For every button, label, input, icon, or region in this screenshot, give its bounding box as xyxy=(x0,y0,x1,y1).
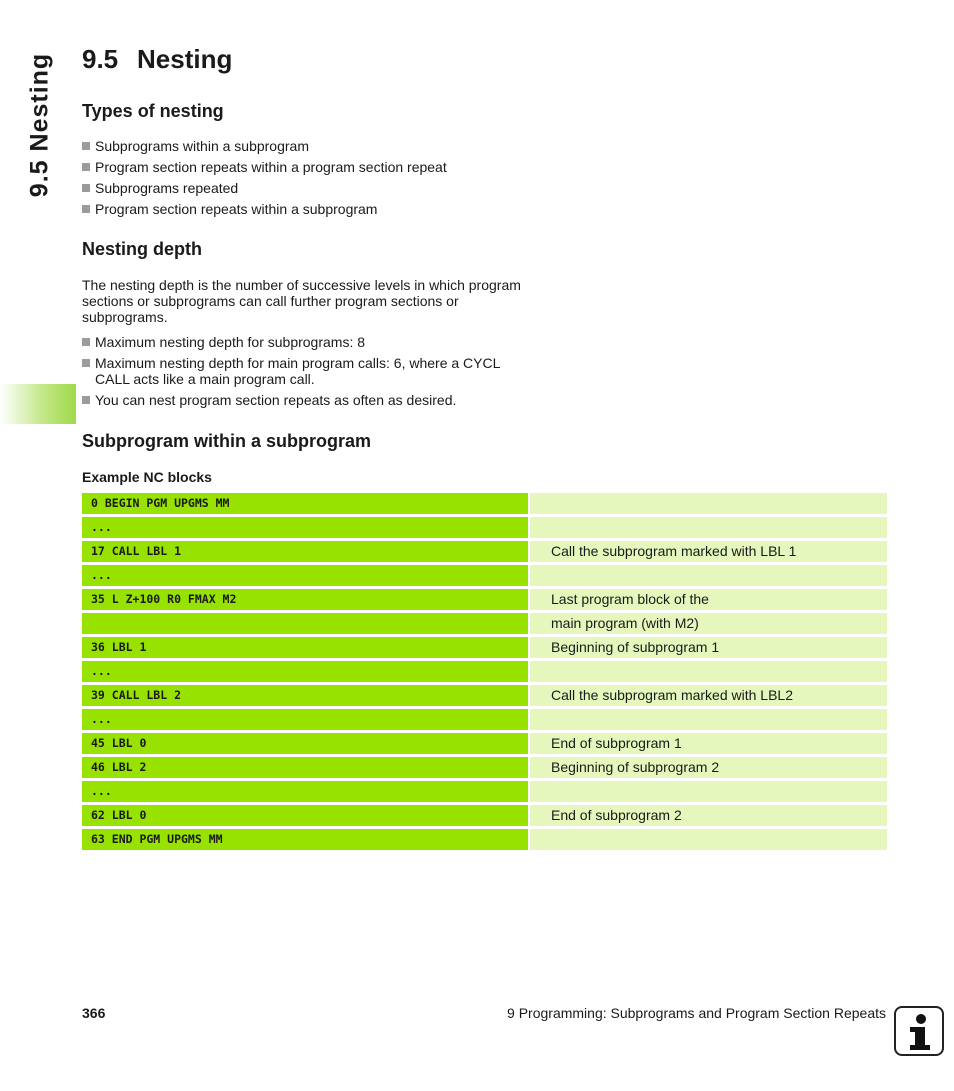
list-item: Maximum nesting depth for main program calls: 6, where a CYCL CALL acts like a main program call. xyxy=(82,355,522,387)
nc-blocks-table xyxy=(82,493,887,853)
table-row xyxy=(82,781,887,802)
table-row xyxy=(82,829,887,850)
nc-code-cell: ... xyxy=(82,709,528,730)
nc-description-cell xyxy=(530,517,887,538)
table-row xyxy=(82,685,887,706)
list-item: You can nest program section repeats as often as desired. xyxy=(82,392,522,408)
section-name: Nesting xyxy=(137,44,233,74)
nc-code-cell: 0 BEGIN PGM UPGMS MM xyxy=(82,493,528,514)
nc-description-cell: main program (with M2) xyxy=(530,613,887,634)
section-title xyxy=(82,44,232,75)
nesting-depth-heading: Nesting depth xyxy=(82,239,202,259)
nc-description-cell: Call the subprogram marked with LBL 1 xyxy=(530,541,887,562)
nc-description-cell: End of subprogram 1 xyxy=(530,733,887,754)
table-row xyxy=(82,493,887,514)
table-row xyxy=(82,517,887,538)
list-item: Maximum nesting depth for subprograms: 8 xyxy=(82,334,522,350)
table-row xyxy=(82,613,887,634)
table-row xyxy=(82,637,887,658)
table-row xyxy=(82,541,887,562)
nc-description-cell: Last program block of the xyxy=(530,589,887,610)
nc-code-cell: 17 CALL LBL 1 xyxy=(82,541,528,562)
table-row xyxy=(82,589,887,610)
nc-description-cell xyxy=(530,493,887,514)
nc-description-cell: Beginning of subprogram 2 xyxy=(530,757,887,778)
nc-code-cell: 46 LBL 2 xyxy=(82,757,528,778)
list-item: Subprograms repeated xyxy=(82,180,532,196)
subprogram-heading: Subprogram within a subprogram xyxy=(82,431,372,451)
nc-description-cell xyxy=(530,709,887,730)
example-label: Example NC blocks xyxy=(82,469,212,485)
nc-code-cell: 63 END PGM UPGMS MM xyxy=(82,829,528,850)
table-row xyxy=(82,565,887,586)
nc-description-cell xyxy=(530,661,887,682)
list-item: Program section repeats within a subprogram xyxy=(82,201,532,217)
nc-code-cell: ... xyxy=(82,565,528,586)
table-row xyxy=(82,661,887,682)
page-number: 366 xyxy=(82,1005,106,1021)
nc-description-cell: Beginning of subprogram 1 xyxy=(530,637,887,658)
list-item: Program section repeats within a program section repeat xyxy=(82,159,532,175)
list-item: Subprograms within a subprogram xyxy=(82,138,532,154)
nc-description-cell xyxy=(530,829,887,850)
nc-description-cell xyxy=(530,565,887,586)
footer-chapter-title: 9 Programming: Subprograms and Program Section Repeats xyxy=(507,1005,886,1021)
table-row xyxy=(82,757,887,778)
table-row xyxy=(82,709,887,730)
nc-description-cell: End of subprogram 2 xyxy=(530,805,887,826)
nc-code-cell: 62 LBL 0 xyxy=(82,805,528,826)
nc-code-cell: ... xyxy=(82,661,528,682)
table-row xyxy=(82,733,887,754)
nc-code-cell xyxy=(82,613,528,634)
nc-code-cell: ... xyxy=(82,517,528,538)
nesting-depth-list xyxy=(82,334,522,413)
nc-code-cell: 35 L Z+100 R0 FMAX M2 xyxy=(82,589,528,610)
side-chapter-title-text: 9.5 Nesting xyxy=(25,52,54,198)
types-of-nesting-list xyxy=(82,138,532,222)
nc-description-cell: Call the subprogram marked with LBL2 xyxy=(530,685,887,706)
nc-code-cell: 45 LBL 0 xyxy=(82,733,528,754)
info-icon xyxy=(894,1006,944,1056)
table-row xyxy=(82,805,887,826)
section-number: 9.5 xyxy=(82,44,119,74)
nc-code-cell: ... xyxy=(82,781,528,802)
nesting-depth-paragraph: The nesting depth is the number of successive levels in which program sections or subprograms can call further program sections or subprograms. xyxy=(82,277,521,325)
types-of-nesting-heading: Types of nesting xyxy=(82,101,224,121)
side-chapter-title xyxy=(20,50,60,200)
nc-code-cell: 36 LBL 1 xyxy=(82,637,528,658)
nc-code-cell: 39 CALL LBL 2 xyxy=(82,685,528,706)
nc-description-cell xyxy=(530,781,887,802)
chapter-tab-marker xyxy=(0,384,76,424)
